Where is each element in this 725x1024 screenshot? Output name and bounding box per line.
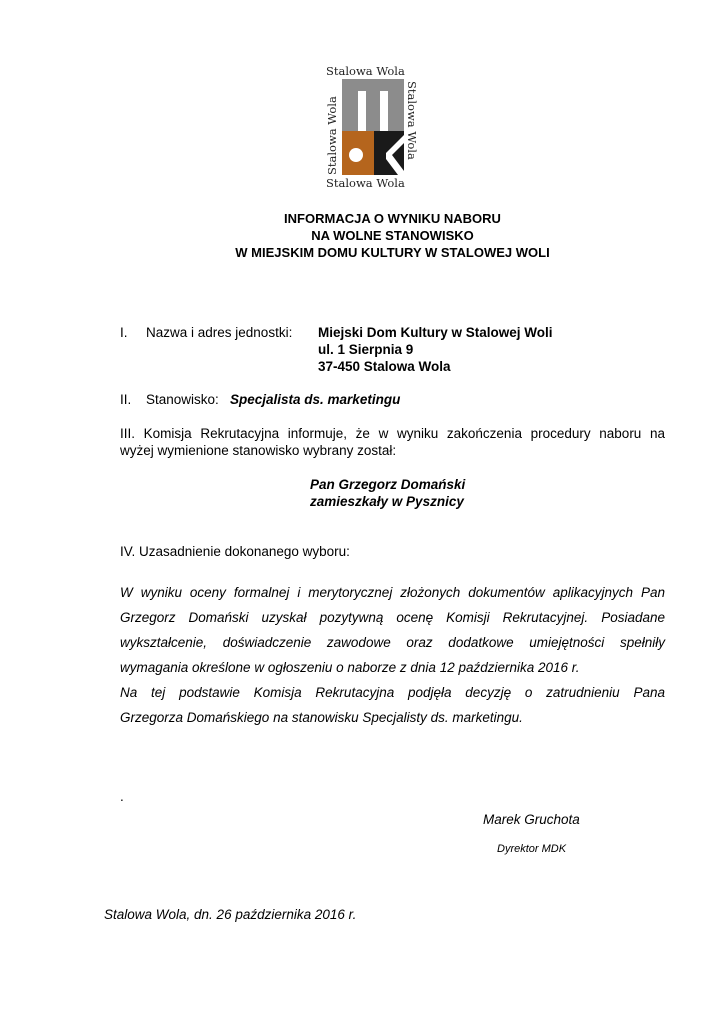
justification-line: Na tej podstawie Komisja Rekrutacyjna podjęła decyzję o zatrudnieniu Pana (120, 685, 665, 700)
section-4-heading: IV. Uzasadnienie dokonanego wyboru: (120, 544, 350, 559)
section-2-label: Stanowisko: (146, 392, 219, 407)
logo-m-gap-2 (380, 91, 388, 131)
section-1-label: Nazwa i adres jednostki: (146, 325, 293, 340)
justification-line: W wyniku oceny formalnej i merytorycznej złożonych dokumentów aplikacyjnych Pan (120, 585, 665, 600)
signature-name: Marek Gruchota (483, 812, 580, 827)
signature-role: Dyrektor MDK (497, 843, 567, 855)
section-2-number: II. (120, 392, 132, 407)
section-3-line-1: III. Komisja Rekrutacyjna informuje, że w wyniku zakończenia procedury naboru na (120, 426, 665, 441)
selected-person-residence: zamieszkały w Pysznicy (310, 494, 464, 509)
unit-name: Miejski Dom Kultury w Stalowej Woli (318, 325, 553, 340)
title-line-2: NA WOLNE STANOWISKO (311, 228, 474, 243)
stray-dot: . (120, 789, 124, 804)
date-place: Stalowa Wola, dn. 26 października 2016 r. (104, 907, 357, 922)
justification-line: wykształcenie, doświadczenie zawodowe oraz dodatkowe umiejętności spełniły (120, 635, 665, 650)
justification-line: Grzegorza Domańskiego na stanowisku Specjalisty ds. marketingu. (120, 710, 523, 725)
logo-m-gap-1 (358, 91, 366, 131)
justification-paragraph (120, 580, 665, 730)
justification-line: Grzegorz Domański uzyskał pozytywną ocenę Komisji Rekrutacyjnej. Posiadane (120, 610, 665, 625)
logo-text-left: Stalowa Wola (325, 96, 339, 175)
section-1-number: I. (120, 325, 128, 340)
logo-text-right: Stalowa Wola (405, 81, 419, 160)
selected-person: Pan Grzegorz Domański (310, 477, 466, 492)
logo-text-top: Stalowa Wola (326, 64, 405, 78)
position-name: Specjalista ds. marketingu (230, 392, 401, 407)
title-line-3: W MIEJSKIM DOMU KULTURY W STALOWEJ WOLI (235, 245, 550, 260)
mdk-logo-graphic (322, 63, 420, 191)
unit-street: ul. 1 Sierpnia 9 (318, 342, 414, 357)
logo-m-block (342, 79, 404, 131)
logo-d-counter (349, 148, 363, 162)
logo-text-bottom: Stalowa Wola (326, 176, 405, 190)
unit-city: 37-450 Stalowa Wola (318, 359, 451, 374)
section-3-line-2: wyżej wymienione stanowisko wybrany został: (120, 443, 397, 458)
mdk-logo (322, 63, 420, 191)
justification-line: wymagania określone w ogłoszeniu o naborze z dnia 12 października 2016 r. (120, 660, 580, 675)
title-line-1: INFORMACJA O WYNIKU NABORU (284, 211, 501, 226)
document-title (120, 210, 665, 261)
